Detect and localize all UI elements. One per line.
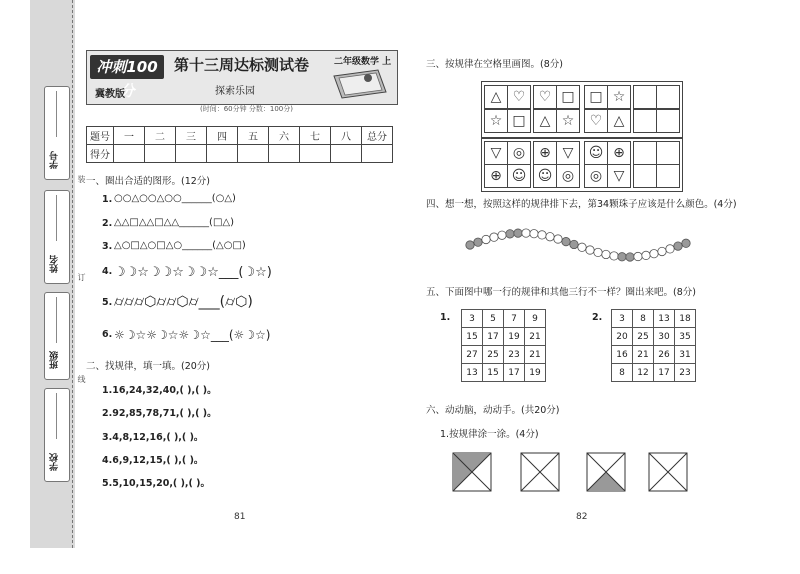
score-input-cell[interactable]: [238, 145, 269, 163]
white-bead: [578, 243, 586, 251]
sec1-item-num: 6.: [102, 329, 113, 340]
table-row[interactable]: [612, 364, 696, 382]
grid-cell: ⊕: [607, 141, 631, 165]
table-cell: 35: [675, 328, 696, 346]
grid-empty-cell[interactable]: [656, 164, 680, 188]
student-name-field[interactable]: 姓名: [44, 190, 70, 284]
table-cell: 13: [462, 364, 483, 382]
grid-cell: ◎: [507, 141, 531, 165]
page-subtitle: 探索乐园: [215, 86, 255, 97]
cut-mark-xian: 线: [77, 375, 86, 383]
white-bead: [650, 249, 658, 257]
score-cell: 三: [176, 127, 207, 145]
white-bead: [490, 233, 498, 241]
white-bead: [594, 248, 602, 256]
page-title: 第十三周达标测试卷: [174, 56, 310, 74]
sec1-item-pattern[interactable]: ⌭⌭⌭⬡⌭⌭⬡⌭___(⌭⬡): [114, 294, 253, 310]
gray-bead: [618, 253, 626, 261]
time-info: (时间：60分钟 分数：100分): [200, 105, 293, 113]
grid-cell: ☺: [584, 141, 608, 165]
sec2-item[interactable]: 2.92,85,78,71,( ),( )。: [102, 408, 217, 419]
score-cell: 题号: [87, 127, 114, 145]
white-bead: [546, 233, 554, 241]
score-cell: 八: [331, 127, 362, 145]
score-cell: 六: [269, 127, 300, 145]
grid-cell: ☺: [507, 164, 531, 188]
table-row[interactable]: [462, 310, 546, 328]
score-cell: 总分: [362, 127, 393, 145]
table-cell: 31: [675, 346, 696, 364]
grid-empty-cell[interactable]: [633, 164, 657, 188]
section4-title: 四、想一想，按照这样的规律排下去，第34颗珠子应该是什么颜色。(4分): [426, 199, 737, 210]
score-cell: 七: [300, 127, 331, 145]
table-row[interactable]: [612, 346, 696, 364]
grade-label: 二年级数学 上: [334, 57, 392, 67]
score-header-row: [87, 127, 393, 145]
table-row[interactable]: [462, 346, 546, 364]
sec1-item-pattern[interactable]: ☼☽☆☼☽☆☼☽☆___(☼☽☆): [114, 328, 271, 342]
grid-cell: ☆: [607, 85, 631, 109]
score-table: [86, 126, 393, 163]
table-cell: 17: [504, 364, 525, 382]
gray-bead: [514, 229, 522, 237]
bead-string: [462, 220, 692, 270]
score-label-cell: 得分: [87, 145, 114, 163]
white-bead: [522, 229, 530, 237]
table-cell: 30: [654, 328, 675, 346]
table1-label: 1.: [440, 312, 451, 323]
table-cell: 9: [525, 310, 546, 328]
table-cell: 25: [483, 346, 504, 364]
grid-cell: ♡: [584, 109, 608, 133]
score-cell: 二: [145, 127, 176, 145]
table-cell: 7: [504, 310, 525, 328]
class-field[interactable]: 班级: [44, 292, 70, 380]
brand-logo: 冲刺100分: [90, 55, 164, 79]
gray-bead: [466, 241, 474, 249]
gray-bead: [562, 237, 570, 245]
white-bead: [610, 252, 618, 260]
grid-empty-cell[interactable]: [656, 109, 680, 133]
table2-label: 2.: [592, 312, 603, 323]
score-input-cell[interactable]: [331, 145, 362, 163]
grid-cell: ☆: [484, 109, 508, 133]
edition-label: 冀教版: [95, 89, 125, 100]
table-row[interactable]: [612, 328, 696, 346]
square-3[interactable]: [586, 452, 626, 492]
table-cell: 3: [612, 310, 633, 328]
sec1-item-num: 5.: [102, 297, 113, 308]
table-cell: 26: [654, 346, 675, 364]
table-cell: 23: [675, 364, 696, 382]
gray-bead: [506, 230, 514, 238]
section3-title: 三、按规律在空格里画图。(8分): [426, 59, 563, 70]
score-cell: 四: [207, 127, 238, 145]
table-cell: 23: [504, 346, 525, 364]
sec1-item-pattern[interactable]: ○○△○○△○○______(○△): [114, 193, 236, 204]
score-input-cell[interactable]: [362, 145, 393, 163]
table-cell: 12: [633, 364, 654, 382]
square-2[interactable]: [520, 452, 560, 492]
white-bead: [530, 229, 538, 237]
grid-empty-cell[interactable]: [633, 85, 657, 109]
section6-subtitle: 1.按规律涂一涂。(4分): [440, 429, 539, 440]
grid-empty-cell[interactable]: [656, 85, 680, 109]
sec1-item-num: 4.: [102, 266, 113, 277]
table-cell: 17: [654, 364, 675, 382]
table-cell: 15: [483, 364, 504, 382]
white-bead: [642, 251, 650, 259]
grid-cell: ◎: [584, 164, 608, 188]
grid-cell: ▽: [484, 141, 508, 165]
sec1-item-num: 1.: [102, 194, 113, 205]
sec1-item-num: 2.: [102, 218, 113, 229]
grid-cell: ▽: [607, 164, 631, 188]
table-cell: 18: [675, 310, 696, 328]
left-page-number: 81: [234, 512, 246, 522]
white-bead: [538, 231, 546, 239]
score-input-cell[interactable]: [176, 145, 207, 163]
right-page-number: 82: [576, 512, 588, 522]
table-cell: 21: [525, 346, 546, 364]
grid-cell: ♡: [533, 85, 557, 109]
table-cell: 8: [633, 310, 654, 328]
score-input-cell[interactable]: [145, 145, 176, 163]
white-bead: [666, 245, 674, 253]
grid-cell: △: [533, 109, 557, 133]
score-input-cell[interactable]: [300, 145, 331, 163]
score-value-row: [87, 145, 393, 163]
gray-bead: [474, 238, 482, 246]
grid-cell: ◎: [556, 164, 580, 188]
score-cell: 五: [238, 127, 269, 145]
gray-bead: [682, 239, 690, 247]
white-bead: [482, 235, 490, 243]
gray-bead: [570, 240, 578, 248]
white-bead: [658, 247, 666, 255]
sec2-item[interactable]: 1.16,24,32,40,( ),( )。: [102, 385, 217, 396]
section1-title: 一、圈出合适的图形。(12分): [86, 176, 211, 187]
sec1-item-pattern[interactable]: ☽☽☆☽☽☆☽☽☆___(☽☆): [114, 265, 272, 280]
score-input-cell[interactable]: [114, 145, 145, 163]
table-cell: 3: [462, 310, 483, 328]
square-4[interactable]: [648, 452, 688, 492]
grid-cell: □: [584, 85, 608, 109]
sec2-item[interactable]: 5.5,10,15,20,( ),( )。: [102, 478, 211, 489]
square-1[interactable]: [452, 452, 492, 492]
grid-empty-cell[interactable]: [633, 109, 657, 133]
score-input-cell[interactable]: [269, 145, 300, 163]
table-cell: 16: [612, 346, 633, 364]
grid-cell: ♡: [507, 85, 531, 109]
white-bead: [634, 252, 642, 260]
table-cell: 19: [504, 328, 525, 346]
section6-title: 六、动动脑，动动手。(共20分): [426, 405, 560, 416]
sec1-item-num: 3.: [102, 241, 113, 252]
grid-cell: ⊕: [484, 164, 508, 188]
table-cell: 17: [483, 328, 504, 346]
grid-empty-cell[interactable]: [633, 141, 657, 165]
table-cell: 13: [654, 310, 675, 328]
tablet-illustration-icon: [328, 66, 390, 100]
table-cell: 20: [612, 328, 633, 346]
table-cell: 21: [633, 346, 654, 364]
section5-title: 五、下面图中哪一行的规律和其他三行不一样？圈出来吧。(8分): [426, 287, 696, 298]
grid-cell: ▽: [556, 141, 580, 165]
table-cell: 25: [633, 328, 654, 346]
white-bead: [602, 250, 610, 258]
grid-cell: △: [484, 85, 508, 109]
table-row[interactable]: [462, 364, 546, 382]
school-field[interactable]: 学校: [44, 388, 70, 482]
grid-cell: □: [556, 85, 580, 109]
sec2-item[interactable]: 4.6,9,12,15,( ),( )。: [102, 455, 204, 466]
sec1-item-pattern[interactable]: △△□△△□△△______(□△): [114, 217, 234, 228]
white-bead: [554, 235, 562, 243]
table-cell: 21: [525, 328, 546, 346]
grid-cell: ⊕: [533, 141, 557, 165]
grid-cell: ☺: [533, 164, 557, 188]
cut-mark-zhuang: 装: [77, 175, 86, 183]
number-table-2: [611, 309, 696, 382]
score-input-cell[interactable]: [207, 145, 238, 163]
cut-line: [72, 0, 73, 548]
table-cell: 27: [462, 346, 483, 364]
score-cell: 一: [114, 127, 145, 145]
section2-title: 二、找规律，填一填。(20分): [86, 361, 211, 372]
sec1-item-pattern[interactable]: △○□△○□△○______(△○□): [114, 240, 246, 251]
cut-mark-ding: 订: [77, 273, 86, 281]
student-id-field[interactable]: 学号: [44, 86, 70, 180]
table-row[interactable]: [612, 310, 696, 328]
grid-empty-cell[interactable]: [656, 141, 680, 165]
white-bead: [586, 246, 594, 254]
white-bead: [498, 231, 506, 239]
grid-cell: □: [507, 109, 531, 133]
grid-cell: △: [607, 109, 631, 133]
gray-bead: [674, 242, 682, 250]
table-cell: 19: [525, 364, 546, 382]
table-cell: 8: [612, 364, 633, 382]
table-cell: 5: [483, 310, 504, 328]
table-row[interactable]: [462, 328, 546, 346]
grid-cell: ☆: [556, 109, 580, 133]
table-cell: 15: [462, 328, 483, 346]
number-table-1: [461, 309, 546, 382]
gray-bead: [626, 253, 634, 261]
sec2-item[interactable]: 3.4,8,12,16,( ),( )。: [102, 432, 204, 443]
